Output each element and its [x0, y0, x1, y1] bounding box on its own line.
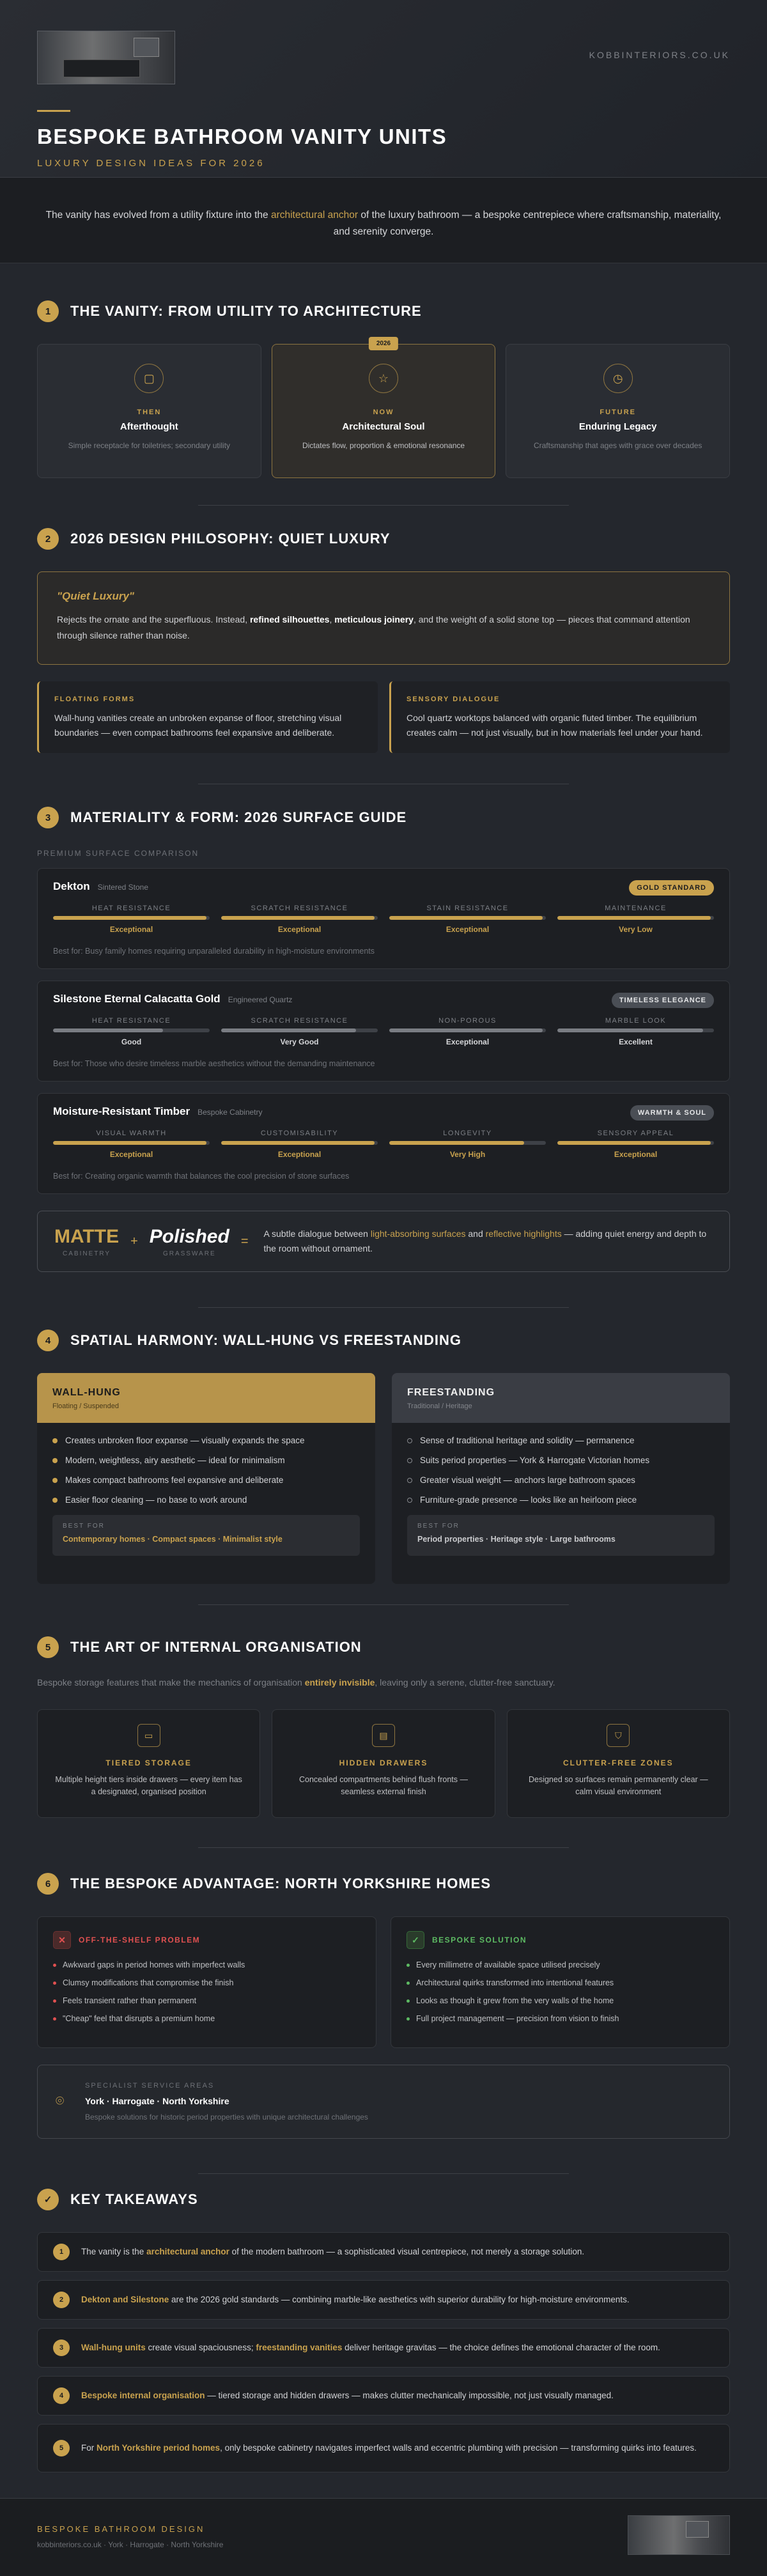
section-title: KEY TAKEAWAYS — [70, 2191, 198, 2207]
intro-highlight: architectural anchor — [270, 210, 359, 221]
metric-bar-fill — [557, 916, 711, 920]
metric-label: CUSTOMISABILITY — [260, 1129, 339, 1137]
location-pin-icon: ⌾ — [56, 2093, 65, 2109]
metric-label: STAIN RESISTANCE — [426, 904, 509, 912]
clock-icon: ◷ — [603, 364, 633, 393]
card-title: OFF-THE-SHELF PROBLEM — [79, 1936, 201, 1944]
metric-bar-fill — [53, 1028, 163, 1032]
column-title: FREESTANDING — [407, 1387, 495, 1398]
star-icon: ☆ — [369, 364, 398, 393]
column-title: WALL-HUNG — [52, 1387, 121, 1398]
metric-value: Exceptional — [109, 925, 153, 934]
metric — [221, 904, 378, 934]
intro-paragraph — [0, 178, 767, 263]
site-url-link[interactable]: KOBBINTERIORS.CO.UK — [589, 50, 730, 60]
checklist-icon: ✓ — [37, 2189, 59, 2210]
metric-bar-fill — [557, 1028, 703, 1032]
section-divider — [198, 505, 569, 506]
metric-bar-fill — [557, 1141, 711, 1145]
plus-sign: + — [130, 1234, 138, 1248]
section-title: SPATIAL HARMONY: WALL-HUNG VS FREESTANDING — [70, 1332, 461, 1348]
column-subtitle: Traditional / Heritage — [407, 1402, 472, 1410]
metric-bar — [53, 1141, 210, 1145]
metric-bar — [557, 1028, 714, 1032]
metric-value: Exceptional — [445, 925, 490, 934]
brand-logo-image[interactable] — [37, 31, 175, 84]
metric-bar-fill — [221, 916, 375, 920]
list-item: Awkward gaps in period homes with imperfect walls — [53, 1960, 360, 1969]
metric-label: VISUAL WARMTH — [96, 1129, 167, 1137]
card-desc: Designed so surfaces remain permanently clear — calm visual environment — [528, 1775, 708, 1797]
equals-sign: = — [240, 1234, 249, 1248]
footer-thumbnail-image — [628, 2515, 730, 2555]
list-item: Sense of traditional heritage and solidity — permanence — [407, 1436, 715, 1445]
material-card — [37, 1093, 730, 1194]
material-list — [37, 868, 730, 1194]
list-item: Modern, weightless, airy aesthetic — ideal for minimalism — [52, 1455, 360, 1465]
metric-label: HEAT RESISTANCE — [91, 904, 171, 912]
era-desc: Dictates flow, proportion & emotional resonance — [302, 441, 465, 450]
quote-title: "Quiet Luxury" — [57, 590, 134, 602]
metric-value: Exceptional — [445, 1037, 490, 1046]
metric-bar-fill — [389, 1028, 543, 1032]
floating-forms-card — [37, 681, 378, 753]
metric-label: MAINTENANCE — [605, 904, 667, 912]
era-desc: Craftsmanship that ages with grace over decades — [533, 441, 702, 450]
year-badge: 2026 — [369, 337, 398, 350]
wall-hung-column — [37, 1373, 375, 1584]
section-bespoke-advantage — [37, 1873, 730, 2139]
metric-value: Excellent — [619, 1037, 653, 1046]
section-divider — [198, 1604, 569, 1605]
section-number: 1 — [37, 300, 59, 322]
metric-bar — [53, 1028, 210, 1032]
hero-accent-rule — [37, 110, 70, 112]
era-card-now — [272, 340, 496, 478]
metric-value: Exceptional — [109, 1150, 153, 1159]
clutter-free-card — [507, 1709, 730, 1818]
material-tag: TIMELESS ELEGANCE — [612, 993, 714, 1008]
list-item: "Cheap" feel that disrupts a premium home — [53, 2014, 360, 2023]
metric-bar — [389, 916, 546, 920]
era-title: Afterthought — [120, 421, 178, 432]
material-type: Engineered Quartz — [228, 995, 293, 1004]
section-number: 5 — [37, 1636, 59, 1658]
check-icon: ✓ — [407, 1931, 424, 1949]
freestanding-column — [392, 1373, 730, 1584]
metric-label: SCRATCH RESISTANCE — [251, 904, 348, 912]
section-key-takeaways — [37, 2189, 730, 2481]
metric-label: NON-POROUS — [438, 1017, 497, 1025]
quote-body: Rejects the ornate and the superfluous. Instead, refined silhouettes, meticulous joinery, and the weight of a solid stone top — pieces that command attention through silence rather than noise. — [57, 614, 690, 640]
era-label: NOW — [373, 408, 394, 416]
era-title: Architectural Soul — [342, 421, 425, 432]
metric — [389, 1129, 546, 1159]
card-title: TIERED STORAGE — [105, 1758, 192, 1767]
metric — [557, 1129, 714, 1159]
material-type: Sintered Stone — [97, 883, 149, 892]
metric — [221, 1017, 378, 1046]
era-desc: Simple receptacle for toiletries; secondary utility — [68, 441, 231, 450]
metric-bar — [221, 1141, 378, 1145]
list-item: Makes compact bathrooms feel expansive and deliberate — [52, 1475, 360, 1485]
material-best-for: Best for: Creating organic warmth that balances the cool precision of stone surfaces — [53, 1172, 350, 1181]
list-item: Every millimetre of available space utilised precisely — [407, 1960, 714, 1969]
metric-bar-fill — [389, 1141, 524, 1145]
section-vanity-evolution — [37, 300, 730, 478]
list-item: Full project management — precision from vision to finish — [407, 2014, 714, 2023]
intro-text: of the luxury bathroom — a bespoke centrepiece where craftsmanship, materiality, and serenity converge. — [333, 210, 722, 238]
card-desc: Multiple height tiers inside drawers — every item has a designated, organised position — [55, 1775, 242, 1797]
section-divider — [198, 1847, 569, 1848]
hidden-drawers-card — [272, 1709, 495, 1818]
best-for-box: BEST FOR Period properties · Heritage style · Large bathrooms — [407, 1515, 715, 1556]
material-best-for: Best for: Those who desire timeless marble aesthetics without the demanding maintenance — [53, 1059, 375, 1068]
footer-brand: BESPOKE BATHROOM DESIGN — [37, 2524, 205, 2534]
material-tag: GOLD STANDARD — [629, 880, 714, 896]
era-title: Enduring Legacy — [578, 421, 657, 432]
section-divider — [198, 2173, 569, 2174]
list-item: Easier floor cleaning — no base to work around — [52, 1495, 360, 1505]
metric-label: MARBLE LOOK — [605, 1017, 667, 1025]
finish-sub: GRASSWARE — [162, 1250, 216, 1257]
metric-bar — [389, 1141, 546, 1145]
shield-icon: ⛉ — [607, 1724, 630, 1747]
cabinet-icon: ▢ — [134, 364, 164, 393]
sensory-dialogue-card — [389, 681, 730, 753]
list-item: Greater visual weight — anchors large bathroom spaces — [407, 1475, 715, 1485]
finish-word-polished: Polished — [149, 1225, 229, 1247]
list-item: Creates unbroken floor expanse — visually expands the space — [52, 1436, 360, 1445]
service-area-box — [37, 2065, 730, 2139]
metric-bar — [53, 916, 210, 920]
section-number: 4 — [37, 1330, 59, 1351]
material-type: Bespoke Cabinetry — [198, 1108, 263, 1117]
area-desc: Bespoke solutions for historic period properties with unique architectural challenges — [85, 2113, 368, 2122]
takeaway-row: 5 For North Yorkshire period homes, only bespoke cabinetry navigates imperfect walls and eccentric plumbing with precision — transforming quirks into features. — [37, 2424, 730, 2472]
material-name: Silestone Eternal Calacatta Gold — [53, 993, 221, 1005]
page-title: BESPOKE BATHROOM VANITY UNITS — [37, 125, 447, 148]
card-title: HIDDEN DRAWERS — [339, 1758, 428, 1767]
metric — [53, 904, 210, 934]
area-places: York · Harrogate · North Yorkshire — [85, 2096, 229, 2106]
metric — [53, 1129, 210, 1159]
metric — [221, 1129, 378, 1159]
section-number: 3 — [37, 807, 59, 828]
metric-value: Very High — [449, 1150, 486, 1159]
metric-label: LONGEVITY — [443, 1129, 492, 1137]
comparison-label: PREMIUM SURFACE COMPARISON — [37, 849, 199, 858]
material-best-for: Best for: Busy family homes requiring unparalleled durability in high-moisture environments — [53, 947, 375, 956]
drawer-icon: ▤ — [372, 1724, 395, 1747]
page-footer — [0, 2498, 767, 2576]
metric-bar — [557, 916, 714, 920]
section-title: 2026 DESIGN PHILOSOPHY: QUIET LUXURY — [70, 531, 391, 547]
metric-bar — [221, 1028, 378, 1032]
metric-value: Very Low — [619, 925, 653, 934]
material-tag: WARMTH & SOUL — [630, 1105, 714, 1121]
card-desc: Concealed compartments behind flush fronts — seamless external finish — [298, 1775, 468, 1797]
era-card-future — [506, 344, 730, 478]
metric — [557, 904, 714, 934]
list-item: Suits period properties — York & Harrogate Victorian homes — [407, 1455, 715, 1465]
card-title: SENSORY DIALOGUE — [407, 695, 500, 703]
metric-label: SENSORY APPEAL — [597, 1129, 674, 1137]
material-card — [37, 981, 730, 1082]
metric-label: HEAT RESISTANCE — [91, 1017, 171, 1025]
intro-text: The vanity has evolved from a utility fixture into the — [45, 210, 271, 221]
best-for-box: BEST FOR Contemporary homes · Compact spaces · Minimalist style — [52, 1515, 360, 1556]
section-quiet-luxury — [37, 528, 730, 753]
section-title: THE ART OF INTERNAL ORGANISATION — [70, 1639, 362, 1655]
finish-word-matte: MATTE — [54, 1225, 120, 1247]
metric-value: Exceptional — [277, 1150, 322, 1159]
section-surface-guide — [37, 807, 730, 1272]
area-label: SPECIALIST SERVICE AREAS — [85, 2082, 215, 2090]
takeaway-row: 1 The vanity is the architectural anchor of the modern bathroom — a sophisticated visual centrepiece, not merely a storage solution. — [37, 2232, 730, 2272]
card-body: Wall-hung vanities create an unbroken expanse of floor, stretching visual boundaries — even compact bathrooms feel expansive and deliberate. — [54, 713, 342, 738]
storage-icon: ▭ — [137, 1724, 160, 1747]
metric — [389, 904, 546, 934]
metric-value: Very Good — [280, 1037, 319, 1046]
metric-bar-fill — [221, 1141, 375, 1145]
section-number: 2 — [37, 528, 59, 550]
page-subtitle: LUXURY DESIGN IDEAS FOR 2026 — [37, 158, 265, 169]
problem-card — [37, 1916, 376, 2048]
era-card-then — [37, 344, 261, 478]
quiet-luxury-quote — [37, 571, 730, 665]
column-subtitle: Floating / Suspended — [52, 1402, 119, 1410]
metric — [53, 1017, 210, 1046]
section-title: MATERIALITY & FORM: 2026 SURFACE GUIDE — [70, 809, 407, 825]
metric-bar — [557, 1141, 714, 1145]
metric — [557, 1017, 714, 1046]
list-item: Furniture-grade presence — looks like an heirloom piece — [407, 1495, 715, 1505]
era-label: FUTURE — [600, 408, 636, 416]
card-body: Cool quartz worktops balanced with organic fluted timber. The equilibrium creates calm — not just visually, but in how materials feel under your hand. — [407, 713, 703, 738]
takeaway-row: 2 Dekton and Silestone are the 2026 gold standards — combining marble-like aesthetics with superior durability for high-moisture environments. — [37, 2280, 730, 2320]
takeaway-row: 3 Wall-hung units create visual spaciousness; freestanding vanities deliver heritage gravitas — the choice defines the emotional character of the room. — [37, 2328, 730, 2368]
finish-description: A subtle dialogue between light-absorbing surfaces and reflective highlights — adding quiet energy and depth to the room without ornament. — [263, 1228, 707, 1253]
section-divider — [198, 1307, 569, 1308]
finish-equation — [37, 1211, 730, 1272]
material-name: Dekton — [53, 880, 90, 892]
card-title: BESPOKE SOLUTION — [432, 1936, 527, 1944]
metric-bar-fill — [53, 916, 206, 920]
footer-links[interactable]: kobbinteriors.co.uk · York · Harrogate · North Yorkshire — [37, 2540, 224, 2549]
list-item: Clumsy modifications that compromise the finish — [53, 1978, 360, 1987]
list-item: Architectural quirks transformed into intentional features — [407, 1978, 714, 1987]
list-item: Looks as though it grew from the very walls of the home — [407, 1996, 714, 2005]
section-number: 6 — [37, 1873, 59, 1895]
metric-bar — [389, 1028, 546, 1032]
metric-value: Exceptional — [614, 1150, 658, 1159]
section-title: THE BESPOKE ADVANTAGE: NORTH YORKSHIRE HOMES — [70, 1875, 492, 1891]
close-icon: ✕ — [53, 1931, 71, 1949]
tiered-storage-card — [37, 1709, 260, 1818]
finish-sub: CABINETRY — [63, 1250, 111, 1257]
solution-card — [391, 1916, 730, 2048]
era-label: THEN — [137, 408, 162, 416]
metric-bar-fill — [389, 916, 543, 920]
section-internal-organisation — [37, 1636, 730, 1818]
material-name: Moisture-Resistant Timber — [53, 1105, 190, 1117]
card-title: CLUTTER-FREE ZONES — [562, 1758, 674, 1767]
metric-bar-fill — [221, 1028, 356, 1032]
section-title: THE VANITY: FROM UTILITY TO ARCHITECTURE — [70, 303, 422, 319]
list-item: Feels transient rather than permanent — [53, 1996, 360, 2005]
metric-value: Exceptional — [277, 925, 322, 934]
metric-label: SCRATCH RESISTANCE — [251, 1017, 348, 1025]
metric — [389, 1017, 546, 1046]
metric-bar-fill — [53, 1141, 206, 1145]
metric-bar — [221, 916, 378, 920]
card-title: FLOATING FORMS — [54, 695, 136, 703]
material-card — [37, 868, 730, 969]
metric-value: Good — [121, 1037, 142, 1046]
takeaway-row: 4 Bespoke internal organisation — tiered storage and hidden drawers — makes clutter mechanically impossible, not just visually managed. — [37, 2376, 730, 2416]
section-lead: Bespoke storage features that make the mechanics of organisation entirely invisible, leaving only a serene, clutter-free sanctuary. — [37, 1677, 555, 1688]
section-spatial-harmony — [37, 1330, 730, 1584]
hero-header — [0, 0, 767, 178]
